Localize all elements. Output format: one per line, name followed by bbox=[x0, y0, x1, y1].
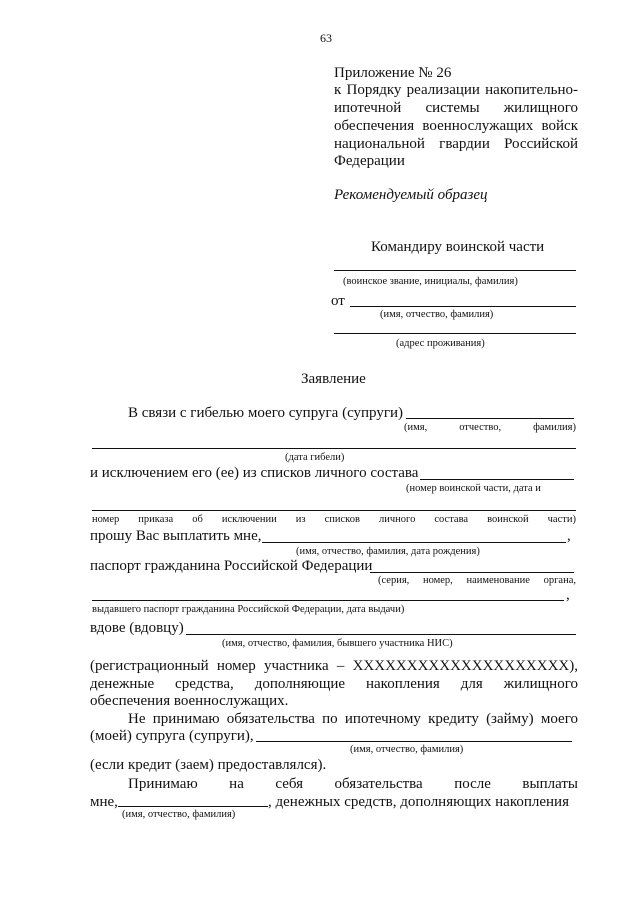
body-line-3: прошу Вас выплатить мне, bbox=[90, 528, 262, 544]
para2-line-3: (если кредит (заем) предоставлялся). bbox=[90, 757, 327, 773]
passport-comma: , bbox=[566, 587, 570, 603]
body-line-4: паспорт гражданина Российской Федерации bbox=[90, 558, 373, 574]
spouse-hint bbox=[404, 422, 576, 434]
para1-line-2: денежные средства, дополняющие накопления для жилищного bbox=[90, 676, 578, 692]
unit-line bbox=[420, 479, 574, 480]
para3-line-2-end: , денежных средств, дополняющих накопления bbox=[268, 794, 569, 810]
former-line bbox=[186, 634, 576, 635]
hint-name: (имя, bbox=[404, 422, 428, 433]
order-word: об bbox=[192, 514, 203, 525]
rank-hint: (воинское звание, инициалы, фамилия) bbox=[343, 276, 518, 287]
order-word: состава bbox=[434, 514, 469, 525]
order-word: личного bbox=[379, 514, 416, 525]
from-label: от bbox=[331, 293, 345, 309]
from-hint: (имя, отчество, фамилия) bbox=[380, 309, 494, 320]
appendix-line-5: Федерации bbox=[334, 153, 405, 169]
hint-surname: фамилия) bbox=[533, 422, 576, 433]
issued-hint: выдавшего паспорт гражданина Российской Федерации, дата выдачи) bbox=[92, 604, 405, 615]
spouse-name-line bbox=[256, 741, 572, 742]
death-hint: (дата гибели) bbox=[285, 452, 345, 463]
passport-line bbox=[370, 572, 574, 573]
spouse-line bbox=[406, 418, 574, 419]
para3-line-2-start: мне, bbox=[90, 794, 118, 810]
appendix-line-1: к Порядку реализации накопительно- bbox=[334, 82, 578, 98]
order-word: приказа bbox=[138, 514, 174, 525]
from-line bbox=[350, 306, 576, 307]
document-heading: Заявление bbox=[301, 371, 366, 387]
rank-line bbox=[334, 270, 576, 271]
para3-line-1: Принимаю на себя обязательства после выплаты bbox=[128, 776, 578, 792]
order-word: воинской bbox=[487, 514, 529, 525]
appendix-line-3: обеспечения военнослужащих войск bbox=[334, 118, 578, 134]
last-name-line bbox=[118, 806, 268, 807]
spouse-name-hint: (имя, отчество, фамилия) bbox=[350, 744, 464, 755]
para1-line-3: обеспечения военнослужащих. bbox=[90, 693, 289, 709]
address-hint: (адрес проживания) bbox=[396, 338, 485, 349]
hint-patronymic: отчество, bbox=[459, 422, 502, 433]
recipient-line bbox=[262, 542, 566, 543]
page-number: 63 bbox=[320, 31, 332, 45]
former-hint: (имя, отчество, фамилия, бывшего участника НИС) bbox=[222, 638, 453, 649]
order-line bbox=[92, 510, 576, 511]
order-word: списков bbox=[324, 514, 360, 525]
order-word: номер bbox=[92, 514, 120, 525]
addressee-title: Командиру воинской части bbox=[371, 239, 545, 255]
sample-note: Рекомендуемый образец bbox=[334, 187, 488, 203]
order-hint bbox=[92, 514, 576, 526]
passport-hint: (серия, номер, наименование органа, bbox=[378, 575, 576, 586]
last-hint: (имя, отчество, фамилия) bbox=[122, 809, 236, 820]
appendix-line-4: национальной гвардии Российской bbox=[334, 136, 578, 152]
order-word: части) bbox=[547, 514, 576, 525]
body-line-2: и исключением его (ее) из списков личного состава bbox=[90, 465, 419, 481]
passport-line-2 bbox=[92, 600, 564, 601]
unit-hint: (номер воинской части, дата и bbox=[406, 483, 541, 494]
recipient-comma: , bbox=[567, 528, 571, 544]
body-line-1: В связи с гибелью моего супруга (супруги) bbox=[128, 405, 404, 421]
para2-line-2: (моей) супруга (супруги), bbox=[90, 728, 254, 744]
para1-line-1: (регистрационный номер участника – XXXXXXXXXXXXXXXXXXXX), bbox=[90, 658, 578, 674]
appendix-title: Приложение № 26 bbox=[334, 65, 452, 81]
address-line bbox=[334, 333, 576, 334]
para2-line-1: Не принимаю обязательства по ипотечному кредиту (займу) моего bbox=[128, 711, 578, 727]
death-line bbox=[92, 448, 576, 449]
order-word: исключении bbox=[221, 514, 277, 525]
body-line-5: вдове (вдовцу) bbox=[90, 620, 184, 636]
order-word: из bbox=[295, 514, 306, 525]
birth-hint: (имя, отчество, фамилия, дата рождения) bbox=[296, 546, 480, 557]
appendix-line-2: ипотечной системы жилищного bbox=[334, 100, 578, 116]
